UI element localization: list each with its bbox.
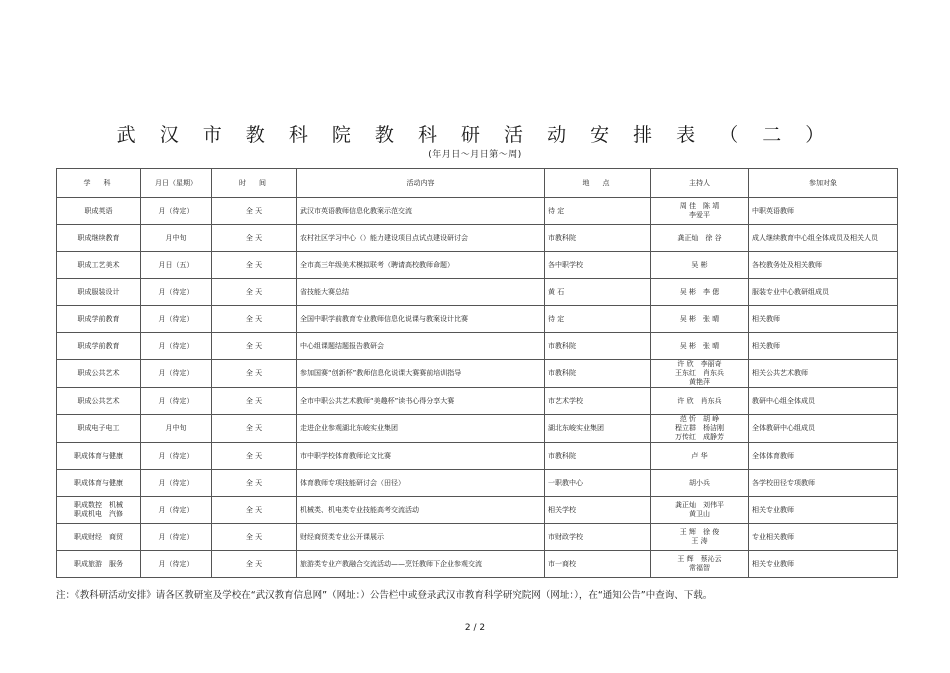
location-cell: 待 定 (545, 198, 651, 225)
column-header-host: 主持人 (651, 169, 749, 198)
host-cell: 许 欣 肖东兵 (651, 388, 749, 415)
host-cell: 吴 彬 (651, 252, 749, 279)
content-cell: 武汉市英语教师信息化教案示范交流 (297, 198, 545, 225)
host-cell: 周 佳 陈 靖 李爱平 (651, 198, 749, 225)
location-cell: 市教科院 (545, 225, 651, 252)
table-row (57, 333, 898, 360)
date-cell: 月中旬 (141, 225, 212, 252)
subject-cell: 职成学前教育 (57, 333, 141, 360)
subject-cell: 职成服装设计 (57, 279, 141, 306)
date-cell: 月日（五） (141, 252, 212, 279)
participants-cell: 相关公共艺术教师 (749, 360, 898, 388)
content-cell: 全市高三年级美术模拟联考（聘请高校教师命题） (297, 252, 545, 279)
host-cell: 吴 彬 张 晴 (651, 306, 749, 333)
date-cell: 月（待定） (141, 306, 212, 333)
participants-cell: 专业相关教师 (749, 524, 898, 551)
column-header-location: 地 点 (545, 169, 651, 198)
footnote: 注：《教科研活动安排》请各区教研室及学校在“武汉教育信息网”（网址：）公告栏中或登录武汉市教育科学研究院网（网址：），在“通知公告”中查询、下载。 (56, 590, 713, 601)
table-row (57, 470, 898, 497)
subject-cell: 职成数控 机械 职成机电 汽修 (57, 497, 141, 524)
time-cell: 全 天 (212, 198, 297, 225)
subject-cell: 职成英语 (57, 198, 141, 225)
column-header-time: 时 间 (212, 169, 297, 198)
location-cell: 市一商校 (545, 551, 651, 578)
table-row (57, 306, 898, 333)
location-cell: 一职教中心 (545, 470, 651, 497)
content-cell: 旅游类专业产教融合交流活动——烹饪教师下企业参观交流 (297, 551, 545, 578)
time-cell: 全 天 (212, 415, 297, 443)
content-cell: 中心组课题结题报告教研会 (297, 333, 545, 360)
table-row (57, 360, 898, 388)
date-cell: 月（待定） (141, 551, 212, 578)
host-cell: 吴 彬 张 晴 (651, 333, 749, 360)
location-cell: 市教科院 (545, 443, 651, 470)
table-row (57, 443, 898, 470)
subject-cell: 职成继续教育 (57, 225, 141, 252)
table-row (57, 551, 898, 578)
date-range-subtitle: (年月日～月日第～周) (428, 150, 522, 160)
column-header-subject: 学 科 (57, 169, 141, 198)
subject-cell: 职成财经 商贸 (57, 524, 141, 551)
content-cell: 全市中职公共艺术教师“美趣杯”读书心得分享大赛 (297, 388, 545, 415)
time-cell: 全 天 (212, 388, 297, 415)
participants-cell: 相关教师 (749, 333, 898, 360)
subject-cell: 职成学前教育 (57, 306, 141, 333)
participants-cell: 教研中心组全体成员 (749, 388, 898, 415)
location-cell: 相关学校 (545, 497, 651, 524)
participants-cell: 相关专业教师 (749, 497, 898, 524)
column-header-participants: 参加对象 (749, 169, 898, 198)
participants-cell: 相关教师 (749, 306, 898, 333)
host-cell: 王 辉 徐 俊 王 涛 (651, 524, 749, 551)
date-cell: 月（待定） (141, 198, 212, 225)
host-cell: 吴 彬 李 偲 (651, 279, 749, 306)
location-cell: 市教科院 (545, 333, 651, 360)
time-cell: 全 天 (212, 497, 297, 524)
participants-cell: 中职英语教师 (749, 198, 898, 225)
table-row (57, 279, 898, 306)
location-cell: 黄 石 (545, 279, 651, 306)
content-cell: 全国中职学前教育专业教师信息化说课与教案设计比赛 (297, 306, 545, 333)
participants-cell: 各校教务处及相关教师 (749, 252, 898, 279)
content-cell: 体育教师专项技能研讨会（田径） (297, 470, 545, 497)
participants-cell: 全体教研中心组成员 (749, 415, 898, 443)
host-cell: 范 忻 胡 峥 程立群 杨洁刚 万传红 成静芳 (651, 415, 749, 443)
time-cell: 全 天 (212, 333, 297, 360)
date-cell: 月（待定） (141, 333, 212, 360)
date-cell: 月（待定） (141, 524, 212, 551)
column-header-date: 月日（星期） (141, 169, 212, 198)
date-cell: 月（待定） (141, 388, 212, 415)
table-row (57, 388, 898, 415)
participants-cell: 各学校田径专项教师 (749, 470, 898, 497)
table-row (57, 415, 898, 443)
time-cell: 全 天 (212, 360, 297, 388)
content-cell: 机械类、机电类专业技能高考交流活动 (297, 497, 545, 524)
table-row (57, 524, 898, 551)
location-cell: 市教科院 (545, 360, 651, 388)
location-cell: 待 定 (545, 306, 651, 333)
participants-cell: 相关专业教师 (749, 551, 898, 578)
time-cell: 全 天 (212, 306, 297, 333)
table-row (57, 497, 898, 524)
time-cell: 全 天 (212, 443, 297, 470)
date-cell: 月（待定） (141, 470, 212, 497)
host-cell: 龚正灿 刘伟平 黄卫山 (651, 497, 749, 524)
subject-cell: 职成工艺美术 (57, 252, 141, 279)
page-number: 2 / 2 (464, 623, 486, 633)
time-cell: 全 天 (212, 225, 297, 252)
content-cell: 参加国赛“创新杯”教师信息化说课大赛赛前培训指导 (297, 360, 545, 388)
location-cell: 市财政学校 (545, 524, 651, 551)
location-cell: 各中职学校 (545, 252, 651, 279)
host-cell: 许 欣 李丽奇 王东红 肖东兵 黄艳萍 (651, 360, 749, 388)
location-cell: 市艺术学校 (545, 388, 651, 415)
content-cell: 走进企业参观湖北东峻实业集团 (297, 415, 545, 443)
time-cell: 全 天 (212, 470, 297, 497)
table-row (57, 198, 898, 225)
column-header-content: 活动内容 (297, 169, 545, 198)
date-cell: 月（待定） (141, 443, 212, 470)
page-title: 武 汉 市 教 科 院 教 科 研 活 动 安 排 表 （ 二 ） (116, 124, 834, 146)
host-cell: 王 辉 蔡沁云 常福智 (651, 551, 749, 578)
subject-cell: 职成公共艺术 (57, 360, 141, 388)
time-cell: 全 天 (212, 252, 297, 279)
participants-cell: 服装专业中心教研组成员 (749, 279, 898, 306)
host-cell: 胡小兵 (651, 470, 749, 497)
host-cell: 卢 华 (651, 443, 749, 470)
table-row (57, 225, 898, 252)
date-cell: 月（待定） (141, 360, 212, 388)
time-cell: 全 天 (212, 551, 297, 578)
subject-cell: 职成公共艺术 (57, 388, 141, 415)
subject-cell: 职成旅游 服务 (57, 551, 141, 578)
schedule-table (56, 168, 898, 578)
subject-cell: 职成体育与健康 (57, 470, 141, 497)
content-cell: 省技能大赛总结 (297, 279, 545, 306)
content-cell: 财经商贸类专业公开课展示 (297, 524, 545, 551)
time-cell: 全 天 (212, 279, 297, 306)
participants-cell: 全体体育教师 (749, 443, 898, 470)
date-cell: 月中旬 (141, 415, 212, 443)
location-cell: 湖北东峻实业集团 (545, 415, 651, 443)
time-cell: 全 天 (212, 524, 297, 551)
date-cell: 月（待定） (141, 497, 212, 524)
content-cell: 农村社区学习中心（）能力建设项目点试点建设研讨会 (297, 225, 545, 252)
date-cell: 月（待定） (141, 279, 212, 306)
host-cell: 龚正灿 徐 谷 (651, 225, 749, 252)
subject-cell: 职成电子电工 (57, 415, 141, 443)
participants-cell: 成人继续教育中心组全体成员及相关人员 (749, 225, 898, 252)
subject-cell: 职成体育与健康 (57, 443, 141, 470)
table-header-row (57, 169, 898, 198)
content-cell: 市中职学校体育教师论文比赛 (297, 443, 545, 470)
table-row (57, 252, 898, 279)
